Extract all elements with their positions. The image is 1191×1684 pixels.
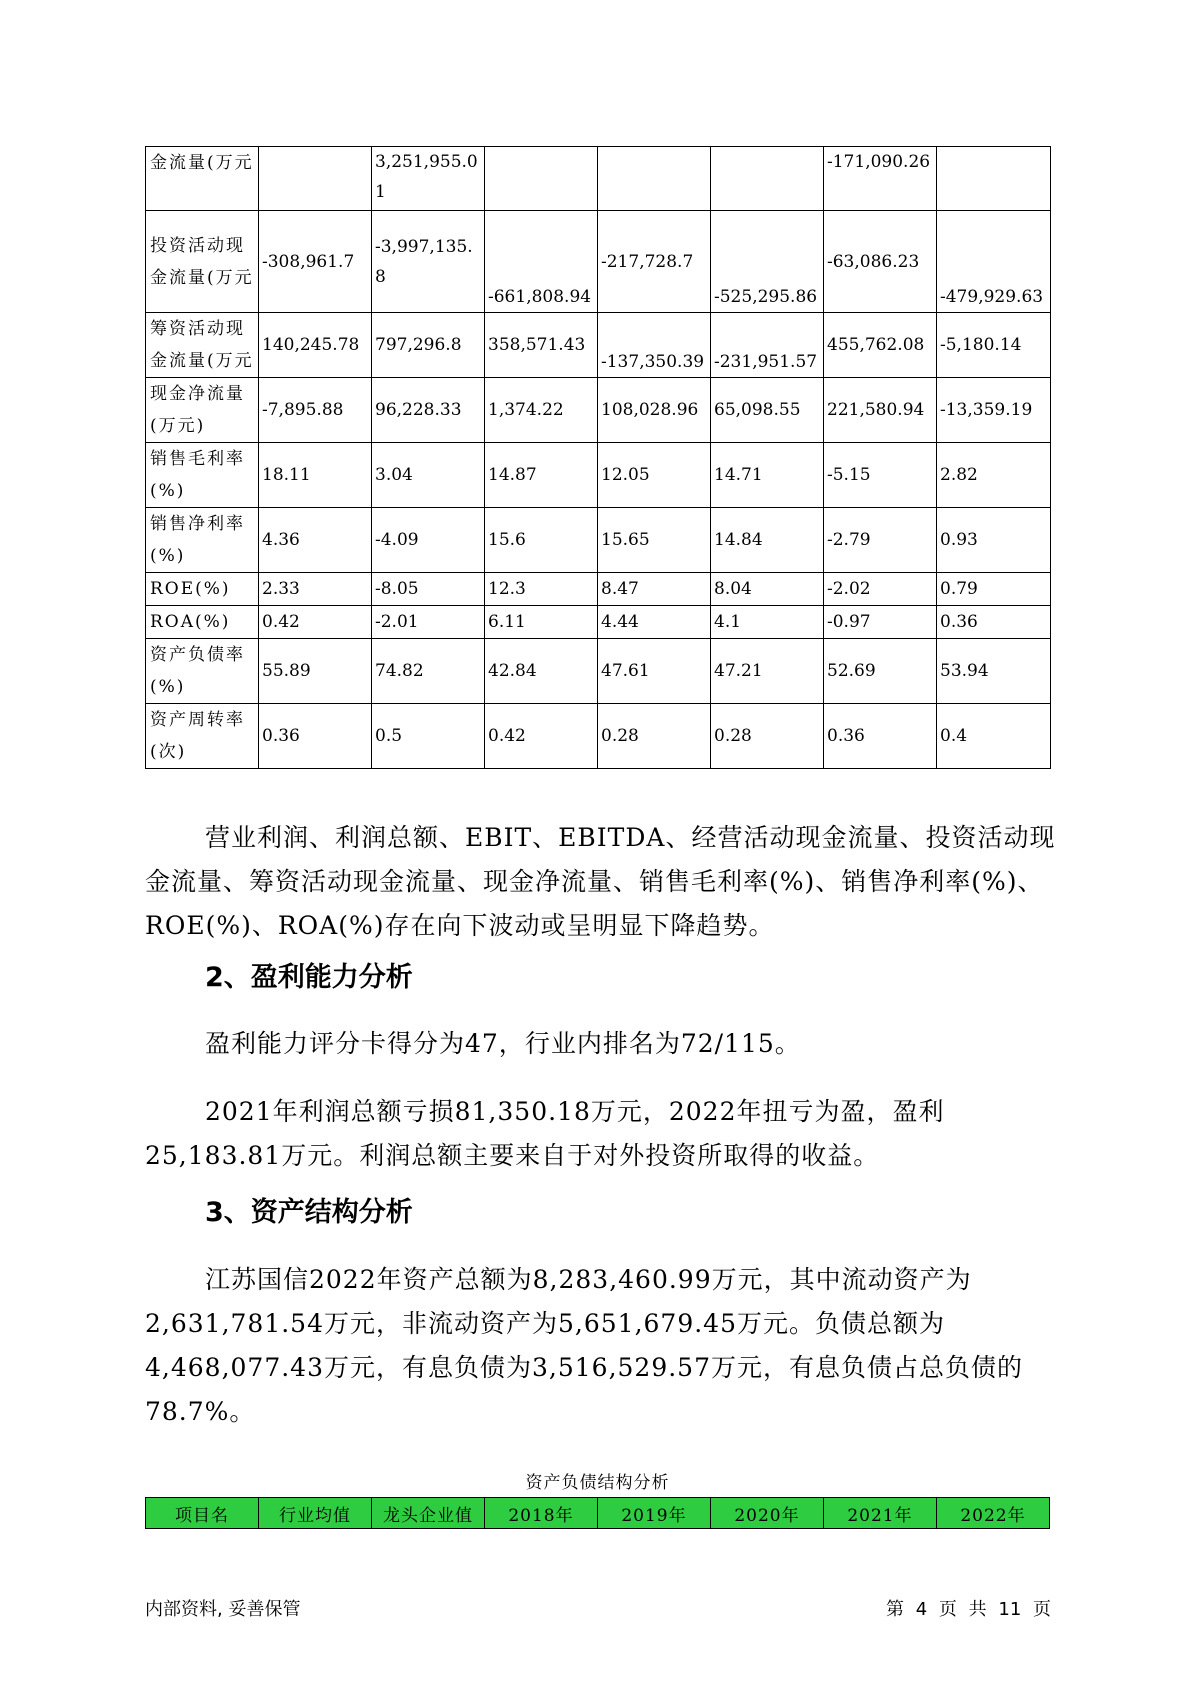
cell: 14.84 bbox=[711, 508, 824, 573]
cell bbox=[937, 147, 1051, 211]
table-row bbox=[146, 211, 1051, 313]
cell: 2.33 bbox=[259, 573, 372, 606]
row-label: 投资活动现金流量(万元 bbox=[146, 211, 259, 313]
table-row bbox=[146, 639, 1051, 704]
cell: 8.04 bbox=[711, 573, 824, 606]
cell: -525,295.86 bbox=[711, 211, 824, 313]
cell: 797,296.8 bbox=[372, 313, 485, 378]
row-label: ROA(%) bbox=[146, 606, 259, 639]
cell: 3,251,955.01 bbox=[372, 147, 485, 211]
footer-page-number: 第 4 页 共 11 页 bbox=[886, 1599, 1051, 1620]
table-row bbox=[146, 606, 1051, 639]
profitability-score-paragraph: 盈利能力评分卡得分为47，行业内排名为72/115。 bbox=[205, 1029, 801, 1058]
column-header: 龙头企业值 bbox=[372, 1498, 485, 1529]
table-row bbox=[146, 573, 1051, 606]
trend-paragraph: 营业利润、利润总额、EBIT、EBITDA、经营活动现金流量、投资活动现金流量、筹资活动现金流量、现金净流量、销售毛利率(%)、销售净利率(%)、ROE(%)、ROA(%)存在向下波动或呈明显下降趋势。 bbox=[145, 823, 1056, 940]
cell: 4.1 bbox=[711, 606, 824, 639]
cell: 0.42 bbox=[259, 606, 372, 639]
row-label: 销售毛利率(%) bbox=[146, 443, 259, 508]
cell bbox=[485, 147, 598, 211]
cell: 15.6 bbox=[485, 508, 598, 573]
cell: -63,086.23 bbox=[824, 211, 937, 313]
cell: 14.71 bbox=[711, 443, 824, 508]
cell: 0.4 bbox=[937, 704, 1051, 769]
cell: 455,762.08 bbox=[824, 313, 937, 378]
cell: 65,098.55 bbox=[711, 378, 824, 443]
table-row bbox=[146, 378, 1051, 443]
section-heading-profitability: 2、盈利能力分析 bbox=[205, 962, 413, 993]
cell: 2.82 bbox=[937, 443, 1051, 508]
asset-liability-structure-table bbox=[145, 1497, 1050, 1529]
section-heading-asset-structure: 3、资产结构分析 bbox=[205, 1197, 413, 1228]
row-label: 资产负债率(%) bbox=[146, 639, 259, 704]
column-header: 行业均值 bbox=[259, 1498, 372, 1529]
cell: 53.94 bbox=[937, 639, 1051, 704]
cell: 4.36 bbox=[259, 508, 372, 573]
cell: 15.65 bbox=[598, 508, 711, 573]
cell: 358,571.43 bbox=[485, 313, 598, 378]
cell: -479,929.63 bbox=[937, 211, 1051, 313]
cell: -217,728.7 bbox=[598, 211, 711, 313]
financial-metrics-table bbox=[145, 146, 1051, 769]
cell: 12.05 bbox=[598, 443, 711, 508]
cell: 0.42 bbox=[485, 704, 598, 769]
cell: -13,359.19 bbox=[937, 378, 1051, 443]
asset-structure-paragraph: 江苏国信2022年资产总额为8,283,460.99万元，其中流动资产为2,631,781.54万元，非流动资产为5,651,679.45万元。负债总额为4,468,077.43万元，有息负债为3,516,529.57万元，有息负债占总负债的78.7%。 bbox=[145, 1265, 1023, 1426]
cell: -4.09 bbox=[372, 508, 485, 573]
row-label: 销售净利率(%) bbox=[146, 508, 259, 573]
cell: 74.82 bbox=[372, 639, 485, 704]
cell: 4.44 bbox=[598, 606, 711, 639]
cell: 96,228.33 bbox=[372, 378, 485, 443]
table-row bbox=[146, 704, 1051, 769]
row-label: 筹资活动现金流量(万元 bbox=[146, 313, 259, 378]
table-header-row bbox=[146, 1498, 1050, 1529]
table-row bbox=[146, 443, 1051, 508]
cell: 42.84 bbox=[485, 639, 598, 704]
cell: 0.36 bbox=[259, 704, 372, 769]
cell: -661,808.94 bbox=[485, 211, 598, 313]
column-header: 2022年 bbox=[937, 1498, 1050, 1529]
footer-confidential-note: 内部资料, 妥善保管 bbox=[145, 1599, 301, 1620]
cell: 12.3 bbox=[485, 573, 598, 606]
cell: -5,180.14 bbox=[937, 313, 1051, 378]
cell: 3.04 bbox=[372, 443, 485, 508]
cell: -2.02 bbox=[824, 573, 937, 606]
cell: 0.79 bbox=[937, 573, 1051, 606]
cell: -7,895.88 bbox=[259, 378, 372, 443]
column-header: 2019年 bbox=[598, 1498, 711, 1529]
cell: 0.28 bbox=[711, 704, 824, 769]
table-caption: 资产负债结构分析 bbox=[525, 1473, 670, 1493]
cell: 47.21 bbox=[711, 639, 824, 704]
cell: -308,961.7 bbox=[259, 211, 372, 313]
column-header: 项目名 bbox=[146, 1498, 259, 1529]
column-header: 2020年 bbox=[711, 1498, 824, 1529]
row-label: ROE(%) bbox=[146, 573, 259, 606]
cell: 55.89 bbox=[259, 639, 372, 704]
cell: -231,951.57 bbox=[711, 313, 824, 378]
cell: -5.15 bbox=[824, 443, 937, 508]
cell: 8.47 bbox=[598, 573, 711, 606]
cell: 1,374.22 bbox=[485, 378, 598, 443]
cell: 221,580.94 bbox=[824, 378, 937, 443]
row-label: 现金净流量(万元) bbox=[146, 378, 259, 443]
cell: -137,350.39 bbox=[598, 313, 711, 378]
table-row bbox=[146, 508, 1051, 573]
cell: -2.01 bbox=[372, 606, 485, 639]
profit-total-paragraph: 2021年利润总额亏损81,350.18万元，2022年扭亏为盈，盈利25,183.81万元。利润总额主要来自于对外投资所取得的收益。 bbox=[145, 1097, 945, 1170]
column-header: 2021年 bbox=[824, 1498, 937, 1529]
row-label: 金流量(万元 bbox=[146, 147, 259, 211]
cell: 18.11 bbox=[259, 443, 372, 508]
cell bbox=[259, 147, 372, 211]
cell bbox=[598, 147, 711, 211]
cell: 0.36 bbox=[937, 606, 1051, 639]
cell: -2.79 bbox=[824, 508, 937, 573]
cell: -0.97 bbox=[824, 606, 937, 639]
cell: 108,028.96 bbox=[598, 378, 711, 443]
cell: 47.61 bbox=[598, 639, 711, 704]
cell: 52.69 bbox=[824, 639, 937, 704]
column-header: 2018年 bbox=[485, 1498, 598, 1529]
cell bbox=[711, 147, 824, 211]
cell: 0.93 bbox=[937, 508, 1051, 573]
row-label: 资产周转率(次) bbox=[146, 704, 259, 769]
table-row bbox=[146, 313, 1051, 378]
cell: -3,997,135.8 bbox=[372, 211, 485, 313]
cell: 140,245.78 bbox=[259, 313, 372, 378]
cell: 0.5 bbox=[372, 704, 485, 769]
cell: 0.36 bbox=[824, 704, 937, 769]
cell: 14.87 bbox=[485, 443, 598, 508]
cell: 6.11 bbox=[485, 606, 598, 639]
cell: 0.28 bbox=[598, 704, 711, 769]
table-row bbox=[146, 147, 1051, 211]
cell: -171,090.26 bbox=[824, 147, 937, 211]
cell: -8.05 bbox=[372, 573, 485, 606]
